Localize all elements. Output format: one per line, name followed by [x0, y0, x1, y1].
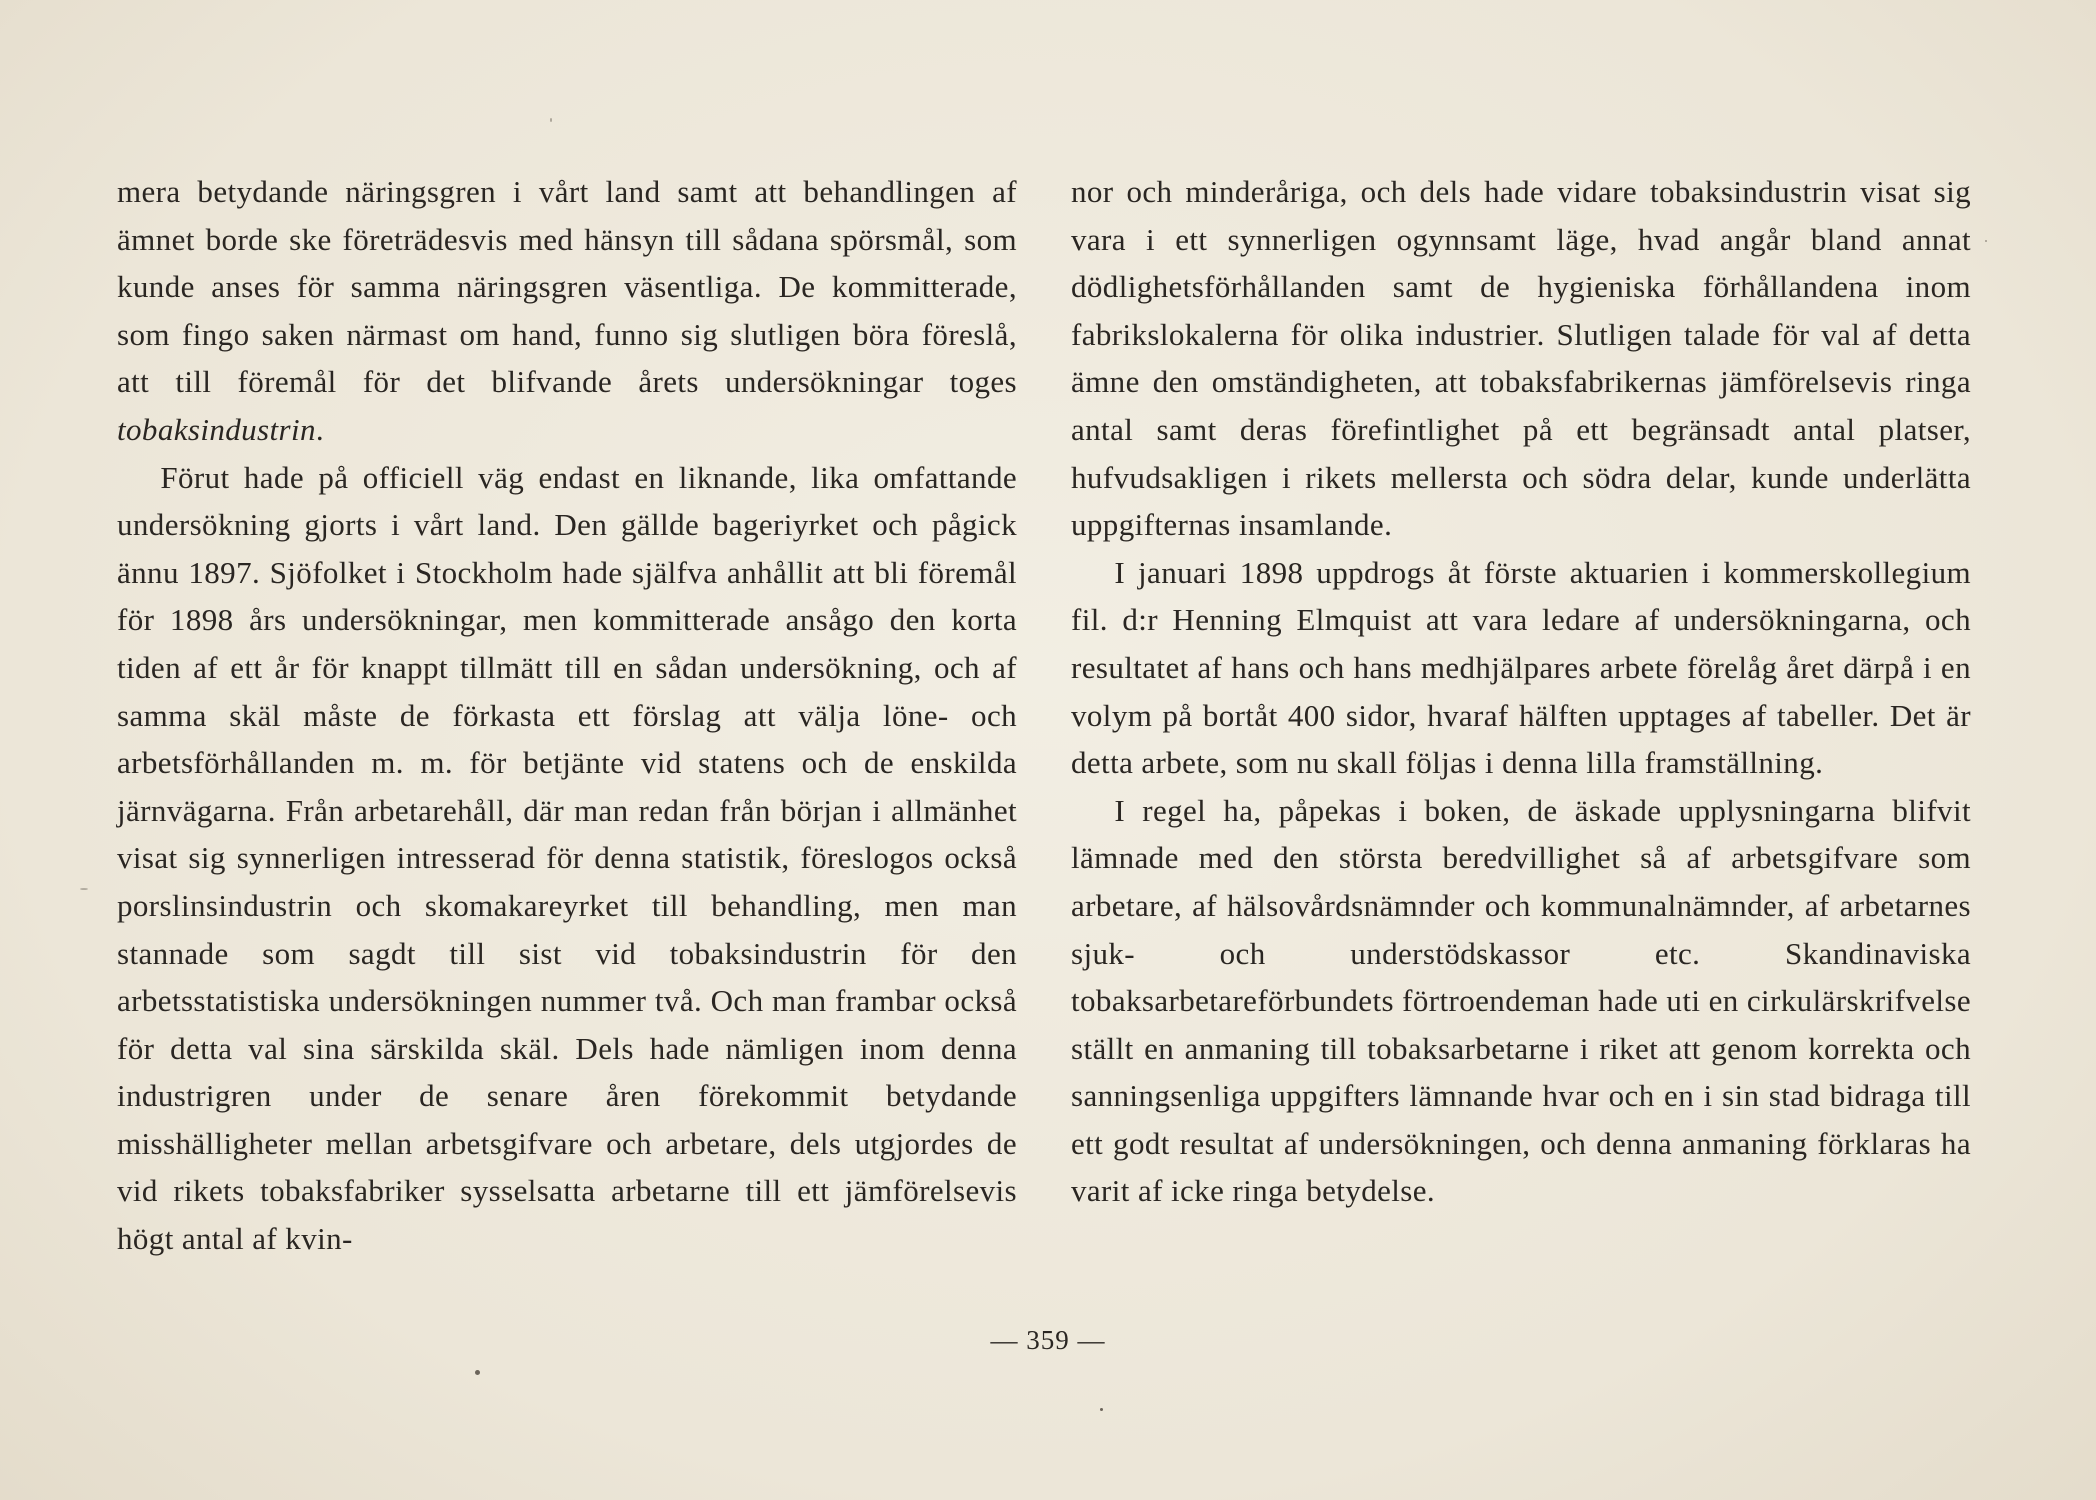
right-text-column	[1071, 168, 1971, 1215]
paper-speck	[475, 1370, 480, 1375]
left-text-column	[117, 168, 1017, 1263]
paper-speck	[1985, 240, 1987, 242]
paragraph-left-1	[117, 168, 1017, 454]
paragraph-left-1-end: .	[315, 411, 325, 447]
paper-speck	[550, 118, 552, 122]
paper-speck	[80, 888, 88, 890]
paper-speck	[1100, 1408, 1103, 1411]
paragraph-left-2: Förut hade på officiell väg endast en liknande, lika omfattande undersökning gjorts i vårt land. Den gällde bageriyrket och pågick ännu 1897. Sjöfolket i Stockholm hade själfva anhållit att bli föremål för 1898 års undersökningar, men kommitterade ansågo den korta tiden af ett år för knappt tillmätt till en sådan undersökning, och af samma skäl måste de förkasta ett förslag att välja löne- och arbetsförhållanden m. m. för betjänte vid statens och de enskilda järnvägarna. Från arbetarehåll, där man redan från början i allmänhet visat sig synnerligen intresserad för denna statistik, föreslogos också porslinsindustrin och skomakareyrket till behandling, men man stannade som sagdt till sist vid tobaksindustrin för den arbetsstatistiska undersökningen nummer två. Och man frambar också för detta val sina särskilda skäl. Dels hade nämligen inom denna industrigren under de senare åren förekommit betydande misshälligheter mellan arbetsgifvare och arbetare, dels utgjordes de vid rikets tobaksfabriker sysselsatta arbetarne till ett jämförelsevis högt antal af kvin-	[117, 459, 1017, 1257]
italic-term-tobaksindustrin: tobaksindustrin	[117, 411, 316, 447]
paragraph-right-1: nor och minderåriga, och dels hade vidare tobaksindustrin visat sig vara i ett synnerligen ogynnsamt läge, hvad angår bland annat dödlighetsförhållanden samt de hygieniska förhållandena inom fabrikslokalerna för olika industrier. Slutligen talade för val af detta ämne den omständigheten, att tobaksfabrikernas jämförelsevis ringa antal samt deras förefintlighet på ett begränsadt antal platser, hufvudsakligen i rikets mellersta och södra delar, kunde underlätta uppgifternas insamlande.	[1071, 174, 1971, 543]
paragraph-right-3: I regel ha, påpekas i boken, de äskade upplysningarna blifvit lämnade med den största beredvillighet så af arbetsgifvare som arbetare, af hälsovårdsnämnder och kommunalnämnder, af arbetarnes sjuk- och understödskassor etc. Skandinaviska tobaksarbetareförbundets förtroendeman hade uti en cirkulärskrifvelse ställt en anmaning till tobaksarbetarne i riket att genom korrekta och sanningsenliga uppgifters lämnande hvar och en i sin stad bidraga till ett godt resultat af undersökningen, och denna anmaning förklaras ha varit af icke ringa betydelse.	[1071, 792, 1971, 1209]
paragraph-left-1-text: mera betydande näringsgren i vårt land samt att behandlingen af ämnet borde ske företrädesvis med hänsyn till sådana spörsmål, som kunde anses för samma näringsgren väsentliga. De kommitterade, som fingo saken närmast om hand, funno sig slutligen böra föreslå, att till föremål för det blifvande årets undersökningar toges	[117, 174, 1017, 400]
paragraph-right-2: I januari 1898 uppdrogs åt förste aktuarien i kommerskollegium fil. d:r Henning Elmquist att vara ledare af undersökningarna, och resultatet af hans och hans medhjälpares arbete förelåg året därpå i en volym på bortåt 400 sidor, hvaraf hälften upptages af tabeller. Det är detta arbete, som nu skall följas i denna lilla framställning.	[1071, 554, 1971, 781]
page-number: — 359 —	[990, 1325, 1106, 1355]
